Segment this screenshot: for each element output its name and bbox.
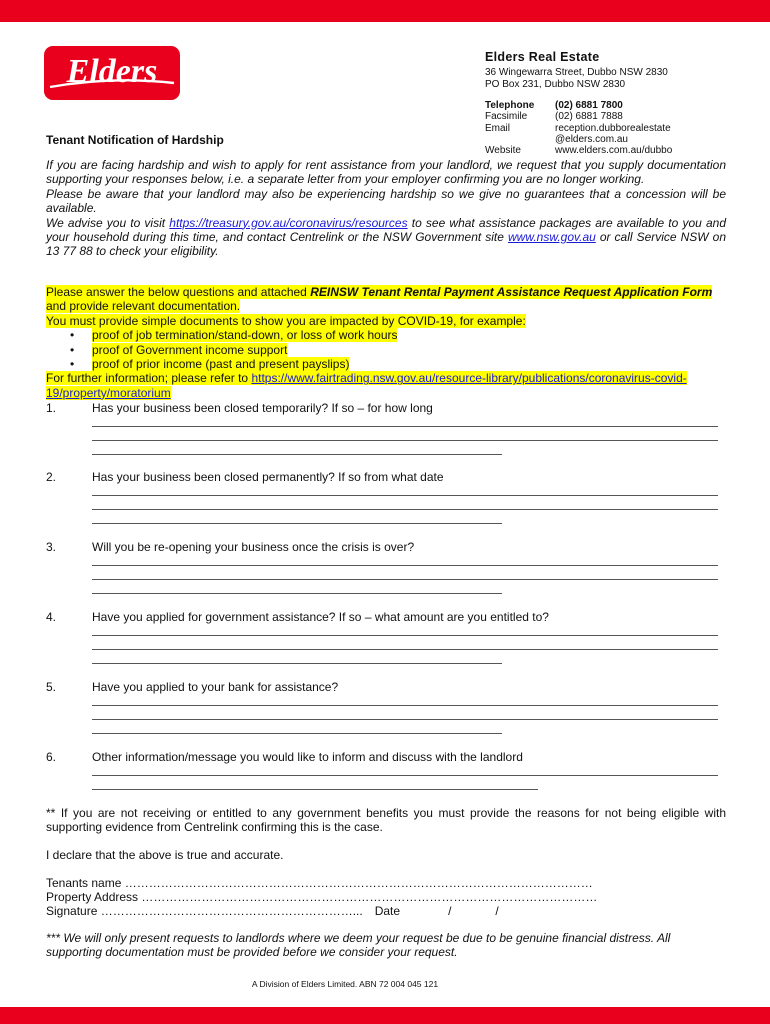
question-4: 4. Have you applied for government assistance? If so – what amount are you entitled to? (46, 610, 726, 670)
signature-block (46, 876, 597, 919)
address-line-2: PO Box 231, Dubbo NSW 2830 (485, 78, 626, 90)
answer-line[interactable] (92, 635, 718, 636)
facsimile-label: Facsimile (485, 111, 528, 123)
company-address (485, 67, 668, 90)
treasury-link[interactable]: https://treasury.gov.au/coronavirus/resources (169, 215, 408, 230)
date-separator: / (448, 904, 452, 919)
question-6: 6. Other information/message you would like to inform and discuss with the landlord (46, 750, 726, 796)
proof-list (46, 328, 726, 371)
footer-text: A Division of Elders Limited. ABN 72 004 045 121 (251, 979, 439, 989)
intro-paragraph-2: Please be aware that your landlord may also be experiencing hardship so we give no guarantees that a concession will be available. (46, 186, 726, 216)
email-value-1: reception.dubborealestate (555, 122, 671, 134)
answer-line[interactable] (92, 733, 502, 734)
answer-line[interactable] (92, 649, 718, 650)
instructions-block: Please answer the below questions and attached REINSW Tenant Rental Payment Assistance Request Application Form and provide relevant documentation. You must provide simple documents to show you are impacted by COVID-19, for example: • proof of job termination/stand-down, or loss of work hours • proof of Government income support • proof of prior income (past and present payslips) For further information; please refer to https://www.fairtrading.nsw.gov.au/resource-library/publications/coronavirus-covid-19/property/moratorium (46, 285, 726, 400)
company-name: Elders Real Estate (485, 50, 600, 64)
website-value: www.elders.com.au/dubbo (555, 145, 673, 157)
answer-line[interactable] (92, 593, 502, 594)
signature-row (46, 904, 597, 918)
question-2: 2. Has your business been closed permanently? If so from what date (46, 470, 726, 530)
answer-line[interactable] (92, 789, 538, 790)
answer-line[interactable] (92, 440, 718, 441)
answer-line[interactable] (92, 663, 502, 664)
answer-line[interactable] (92, 495, 718, 496)
answer-line[interactable] (92, 775, 718, 776)
telephone-value: (02) 6881 7800 (555, 100, 623, 111)
reinsw-form-name: REINSW Tenant Rental Payment Assistance Request Application Form (310, 285, 713, 299)
final-note: *** We will only present requests to landlords where we deem your request be due to be genuine financial distress. All supporting documentation must be provided before we consider your request. (46, 931, 671, 960)
intro-paragraph-3: We advise you to visit https://treasury.gov.au/coronavirus/resources to see what assistance packages are available to you and your household during this time, and contact Centrelink or the NSW Government site www.nsw.gov.au or call Service NSW on 13 77 88 to check your eligibility. (46, 215, 727, 259)
website-label: Website (485, 145, 521, 157)
bottom-red-bar (0, 1007, 770, 1024)
list-item: • proof of Government income support (92, 343, 726, 357)
benefits-note: ** If you are not receiving or entitled to any government benefits you must provide the reasons for not being eligible with supporting evidence from Centrelink confirming this is the case. (46, 806, 726, 835)
fairtrading-link[interactable]: https://www.fairtrading.nsw.gov.au/resource-library/publications/coronavirus-covid-19/property/moratorium (46, 371, 687, 400)
answer-line[interactable] (92, 565, 718, 566)
answer-line[interactable] (92, 579, 718, 580)
date-separator: / (495, 904, 499, 919)
declaration: I declare that the above is true and accurate. (46, 848, 284, 862)
facsimile-value: (02) 6881 7888 (555, 111, 623, 123)
address-line-1: 36 Wingewarra Street, Dubbo NSW 2830 (485, 67, 668, 78)
property-address-field[interactable]: Property Address …………………………………………………………………………………………………… (46, 890, 598, 905)
question-1: 1. Has your business been closed temporarily? If so – for how long (46, 401, 726, 461)
signature-field[interactable]: Signature ………………………………………………………... (46, 904, 363, 919)
document-title: Tenant Notification of Hardship (46, 133, 224, 147)
requirements-line: You must provide simple documents to show you are impacted by COVID-19, for example: (46, 313, 526, 328)
telephone-label: Telephone (485, 100, 535, 111)
answer-line[interactable] (92, 705, 718, 706)
email-label: Email (485, 122, 511, 134)
answer-line[interactable] (92, 523, 502, 524)
elders-logo (44, 46, 180, 100)
top-red-bar (0, 0, 770, 22)
email-value-2: @elders.com.au (555, 133, 628, 145)
answer-line[interactable] (92, 454, 502, 455)
date-label: Date (374, 904, 401, 919)
logo-wordmark: Elders (66, 53, 158, 90)
tenants-name-field[interactable]: Tenants name ……………………………………………………………………………………………………… (46, 876, 593, 890)
question-5: 5. Have you applied to your bank for assistance? (46, 680, 726, 740)
answer-line[interactable] (92, 719, 718, 720)
list-item: • proof of job termination/stand-down, or loss of work hours (92, 328, 726, 342)
intro-paragraph-1: If you are facing hardship and wish to apply for rent assistance from your landlord, we request that you supply documentation supporting your responses below, i.e. a separate letter from your employer confirming you are no longer working. (46, 158, 726, 187)
list-item: • proof of prior income (past and present payslips) (92, 357, 726, 371)
answer-line[interactable] (92, 426, 718, 427)
nsw-gov-link[interactable]: www.nsw.gov.au (507, 230, 596, 245)
contact-details (485, 100, 672, 156)
question-3: 3. Will you be re-opening your business once the crisis is over? (46, 540, 726, 600)
answer-line[interactable] (92, 509, 718, 510)
intro-text (46, 158, 726, 259)
